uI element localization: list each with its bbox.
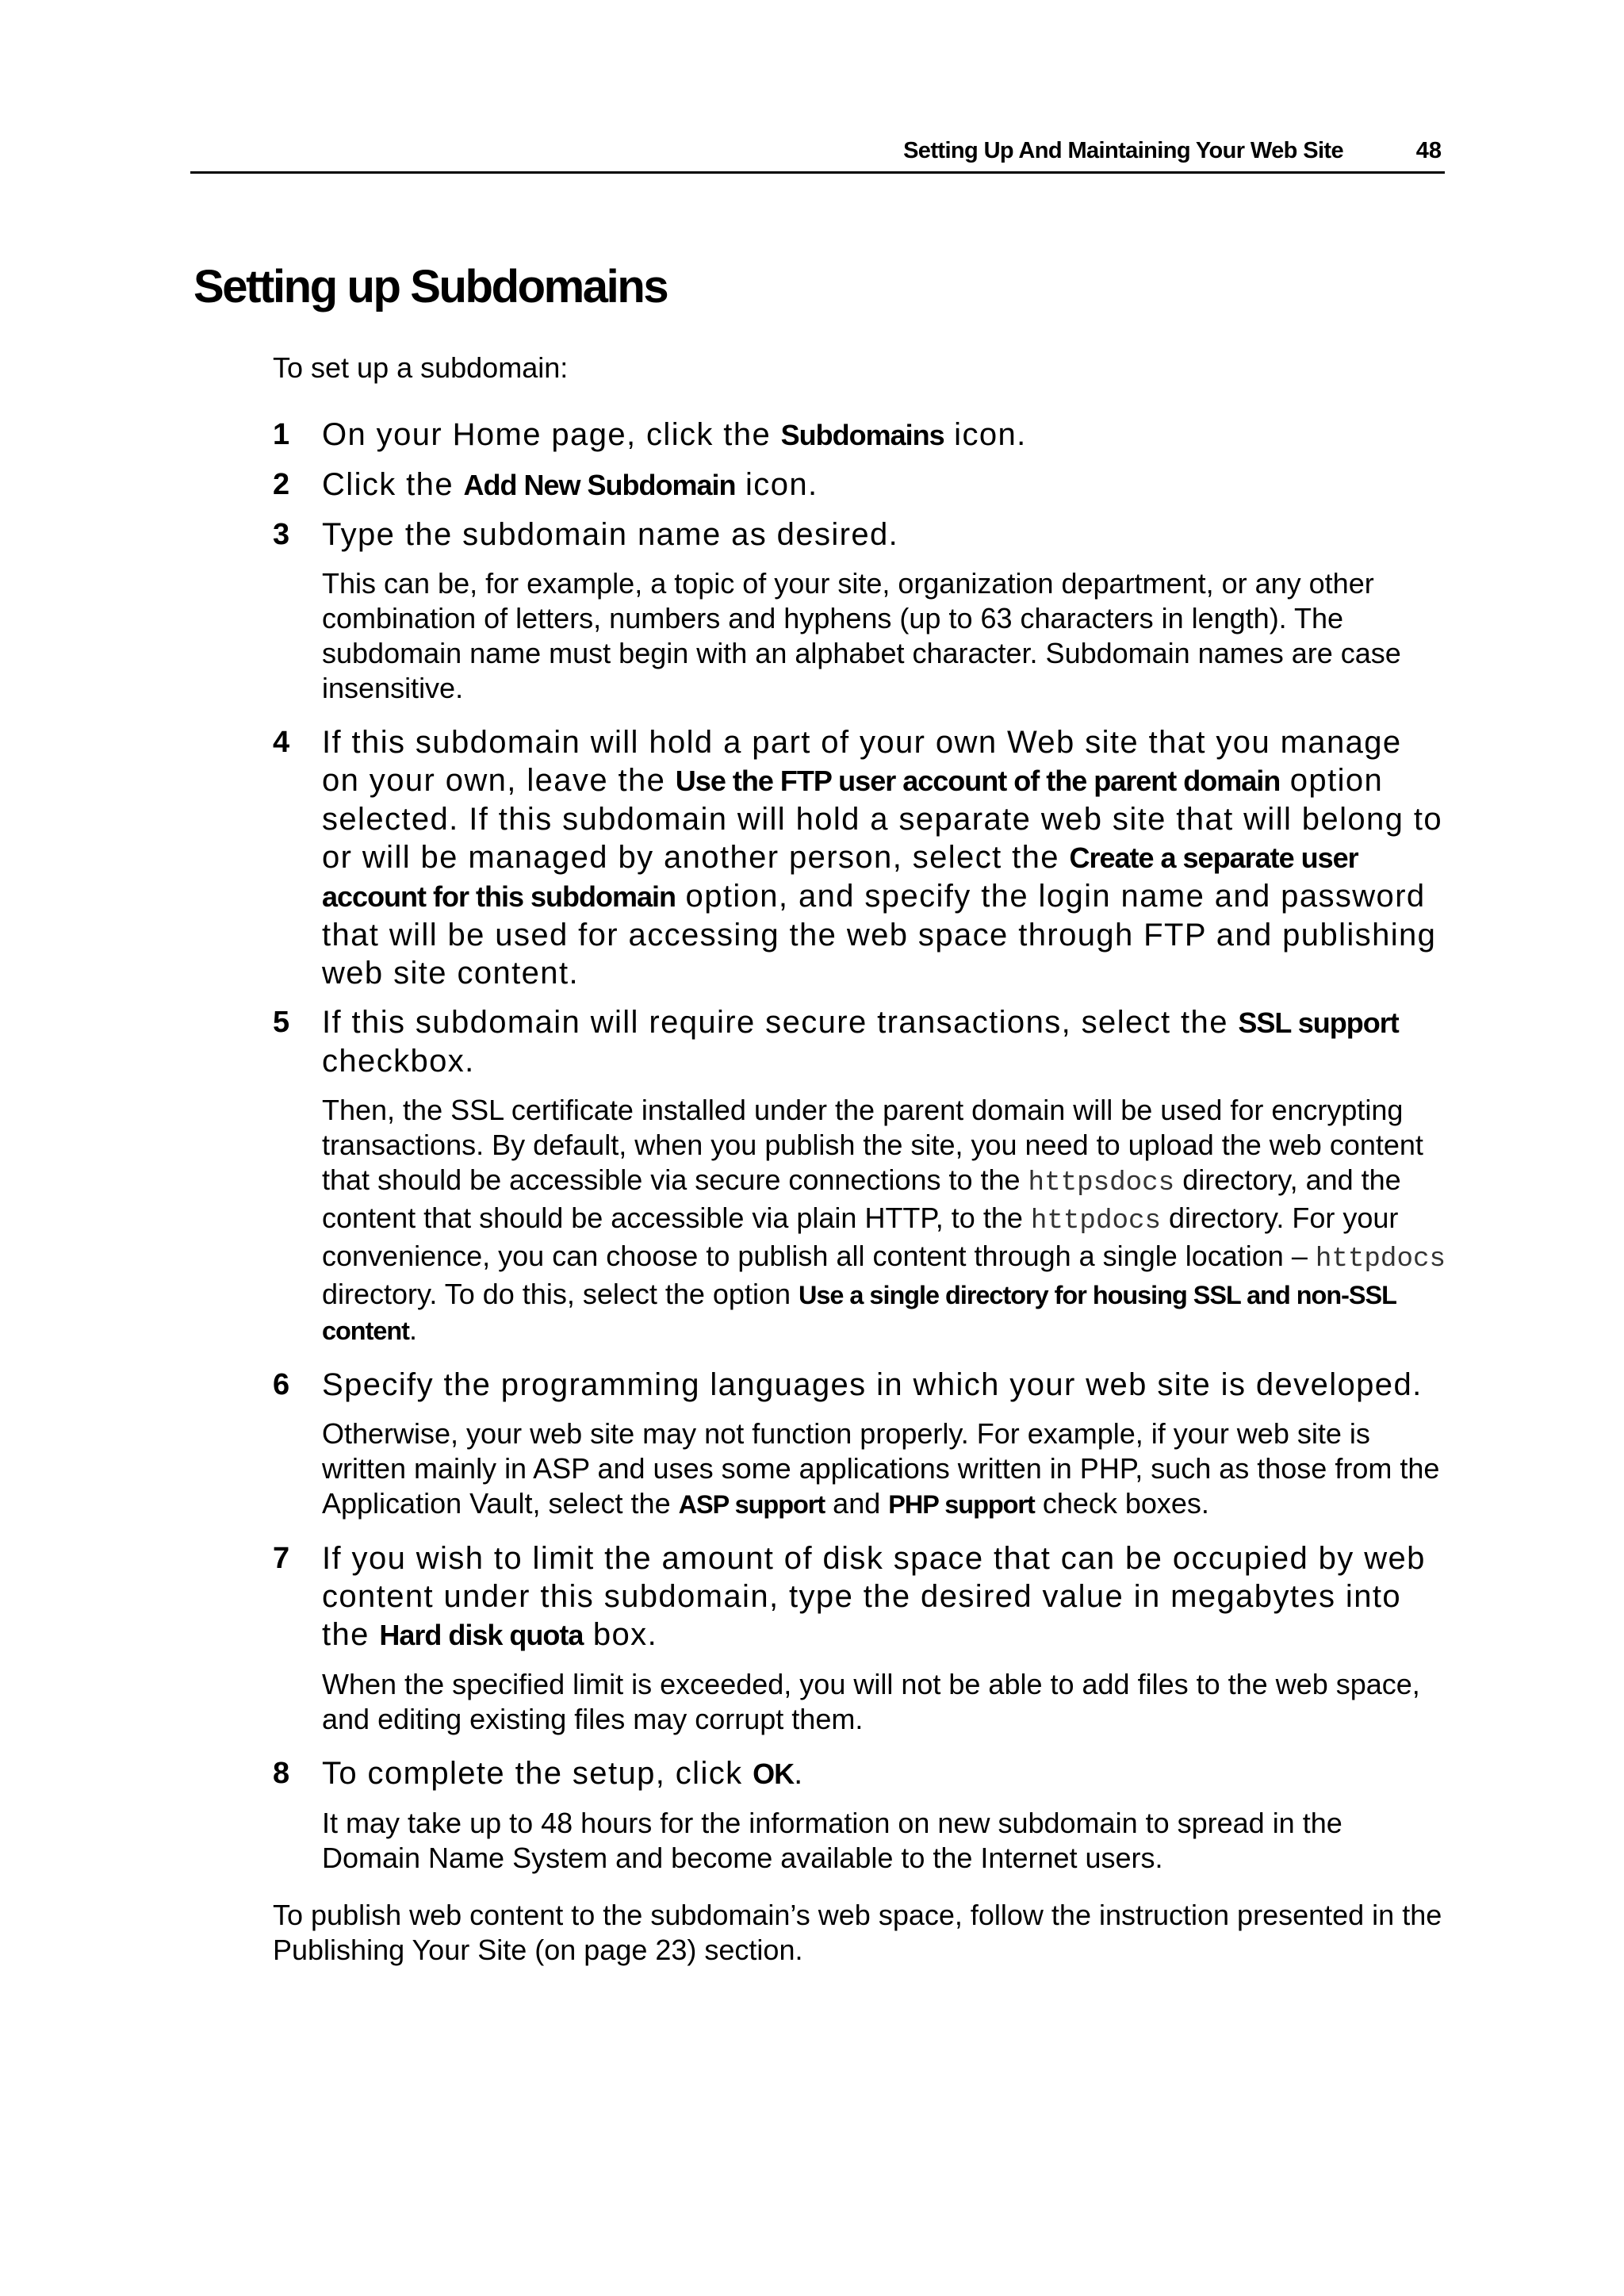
note-text-part: directory. To do this, select the option	[322, 1278, 799, 1310]
ui-term: Hard disk quota	[379, 1619, 584, 1651]
step-text	[322, 723, 1446, 992]
ui-term: Create a separate user account for this subdomain	[322, 841, 1358, 913]
ui-term: ASP support	[678, 1490, 825, 1519]
note-text-part: check boxes.	[1034, 1487, 1209, 1520]
page-header	[190, 133, 1445, 174]
ui-term: Add New Subdomain	[463, 469, 736, 501]
note-text-part: directory. For your convenience, you can choose to publish all content through a single location –	[322, 1202, 1399, 1272]
ui-term: Use a single directory for housing SSL and non-SSL content	[322, 1281, 1396, 1345]
step-text-part: Click the	[322, 467, 464, 502]
note-text-part: .	[408, 1313, 417, 1346]
step-text-part: To complete the setup, click	[322, 1756, 753, 1791]
ui-term: Use the FTP user account of the parent domain	[675, 765, 1281, 797]
page-content	[273, 351, 1446, 1968]
note-text-part: Then, the SSL certificate installed under the parent domain will be used for encrypting transactions. By default, when you publish the site, you need to upload the web content that should be accessible via secure connections to the	[322, 1094, 1423, 1196]
step-number: 8	[273, 1757, 290, 1790]
step-text-part: If this subdomain will require secure transactions, select the	[322, 1005, 1239, 1040]
note-text-part: Otherwise, your web site may not function properly. For example, if your web site is written mainly in ASP and uses some applications written in PHP, such as those from the Application Vault, select the	[322, 1417, 1440, 1520]
step-2	[273, 466, 1446, 504]
step-number: 2	[273, 468, 290, 501]
ui-term: Subdomains	[780, 419, 944, 451]
step-note: This can be, for example, a topic of your site, organization department, or any other combination of letters, numbers and hyphens (up to 63 characters in length). The subdomain name must begin with an alphabet character. Subdomain names are case insensitive.	[322, 567, 1401, 704]
step-text-part: On your Home page, click the	[322, 417, 781, 452]
step-1	[273, 416, 1446, 454]
closing-paragraph: To publish web content to the subdomain’s web space, follow the instruction presented in the Publishing Your Site (on page 23) section.	[273, 1899, 1442, 1966]
step-number: 7	[273, 1542, 290, 1575]
step-5	[273, 1003, 1446, 1348]
step-text	[322, 1754, 1446, 1793]
step-note	[322, 1093, 1446, 1348]
step-text	[322, 466, 1446, 504]
ui-term: SSL support	[1238, 1006, 1399, 1039]
step-text: Specify the programming languages in which your web site is developed.	[322, 1367, 1423, 1402]
step-text-part: .	[794, 1756, 804, 1791]
note-text-part: and	[825, 1487, 889, 1520]
step-text-part: option, and specify the login name and password that will be used for accessing the web space through FTP and publishing web site content.	[322, 879, 1437, 991]
step-3	[273, 516, 1446, 706]
ui-term: PHP support	[888, 1490, 1035, 1519]
step-text-part: option selected. If this subdomain will hold a separate web site that will belong to or will be managed by another person, select the	[322, 763, 1442, 875]
step-text-part: icon.	[944, 417, 1027, 452]
step-text	[322, 1003, 1446, 1080]
step-number: 6	[273, 1368, 290, 1401]
page-title: Setting up Subdomains	[193, 261, 668, 312]
intro-text: To set up a subdomain:	[273, 351, 569, 384]
step-number: 1	[273, 418, 290, 451]
step-text-part: box.	[583, 1617, 658, 1652]
step-text-part: checkbox.	[322, 1044, 475, 1079]
step-number: 4	[273, 726, 290, 759]
note-text-part: directory, and the content that should be accessible via plain HTTP, to the	[322, 1163, 1401, 1234]
step-note	[322, 1416, 1446, 1522]
page-number: 48	[1415, 138, 1442, 163]
step-text	[322, 416, 1446, 454]
step-note: It may take up to 48 hours for the information on new subdomain to spread in the Domain Name System and become available to the Internet users.	[322, 1807, 1342, 1874]
step-7	[273, 1539, 1446, 1737]
step-text-part: If you wish to limit the amount of disk space that can be occupied by web content under this subdomain, type the desired value in megabytes into the	[322, 1541, 1426, 1652]
step-text-part: If this subdomain will hold a part of your own Web site that you manage on your own, leave the	[322, 725, 1402, 798]
directory-name: httpsdocs	[1028, 1168, 1175, 1198]
step-text: Type the subdomain name as desired.	[322, 517, 899, 552]
step-number: 3	[273, 518, 290, 551]
running-header-title: Setting Up And Maintaining Your Web Site	[903, 138, 1343, 163]
step-text	[322, 1539, 1446, 1654]
ui-term: OK	[753, 1757, 795, 1790]
directory-name: httpdocs	[1315, 1244, 1446, 1274]
step-8	[273, 1754, 1446, 1876]
directory-name: httpdocs	[1030, 1206, 1162, 1236]
step-4	[273, 723, 1446, 992]
step-text-part: icon.	[735, 467, 818, 502]
step-6	[273, 1366, 1446, 1522]
step-number: 5	[273, 1006, 290, 1039]
step-note: When the specified limit is exceeded, you will not be able to add files to the web space, and editing existing files may corrupt them.	[322, 1668, 1420, 1735]
